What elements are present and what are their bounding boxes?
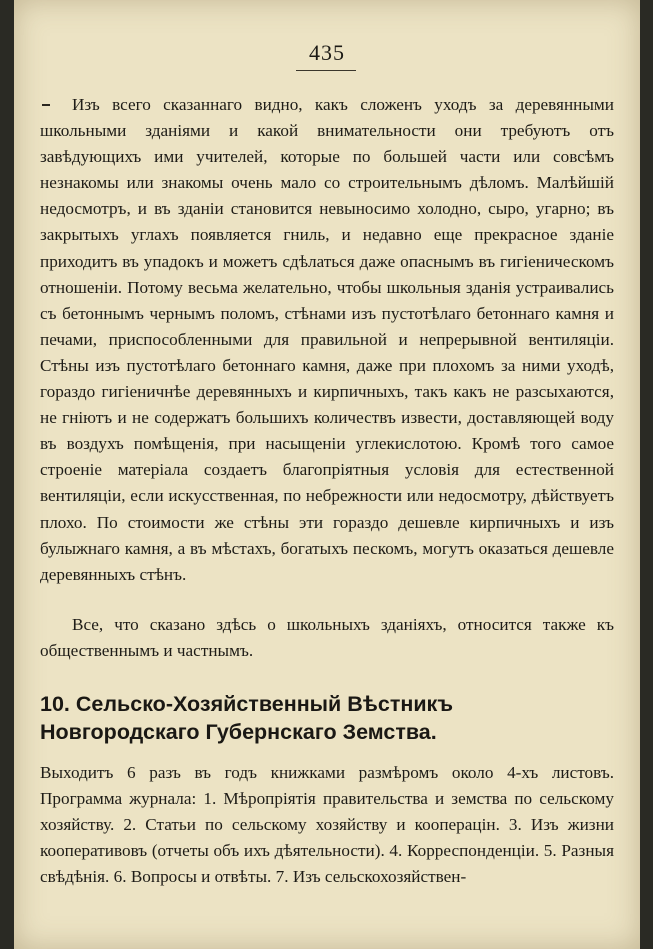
section-title: Сельско-Хозяйственный Вѣстникъ Новгородскаго Губернскаго Земства. <box>40 692 453 744</box>
body-paragraph-1: Изъ всего сказаннаго видно, какъ сложенъ уходъ за деревянными школьными зданіями и какой внимательности они требуютъ отъ завѣдующихъ ими учителей, которые по большей части или совсѣмъ незнакомы или знакомы очень мало со строительнымъ дѣломъ. Малѣйшій недосмотръ, и въ зданіи становится невыносимо холодно, сыро, угарно; въ закрытыхъ углахъ появляется гниль, и недавно еще прекрасное зданіе приходитъ въ упадокъ и можетъ сдѣлаться даже опаснымъ въ гигіеническомъ отношеніи. Потому весьма желательно, чтобы школьныя зданія устраивались съ бетоннымъ чернымъ поломъ, стѣнами изъ пустотѣлаго бетоннаго камня и печами, приспособленными для правильной и непрерывной вентиляціи. Стѣны изъ пустотѣлаго бетоннаго камня, даже при плохомъ за ними уходѣ, гораздо гигіеничнѣе деревянныхъ и кирпичныхъ, такъ какъ не разсыхаются, не гніютъ и не содержатъ большихъ количествъ извести, доставляющей воду въ воздухъ помѣщенія, при насыщеніи углекислотою. Кромѣ того самое строеніе матеріала создаетъ благопріятныя условія для естественной вентиляціи, если искусственная, по небрежности или недосмотру, дѣйствуетъ плохо. По стоимости же стѣны эти гораздо дешевле кирпичныхъ и изъ булыжнаго камня, а въ мѣстахъ, богатыхъ пескомъ, могутъ оказаться дешевле деревянныхъ стѣнъ. <box>40 95 614 584</box>
book-page <box>14 0 640 949</box>
body-paragraph-3: Выходитъ 6 разъ въ годъ книжками размѣромъ около 4-хъ листовъ. Программа журнала: 1. Мѣропріятія правительства и земства по сельскому хозяйству. 2. Статьи по сельскому хозяйству и кооперацін. 3. Изъ жизни кооперативовъ (отчеты объ ихъ дѣятельности). 4. Корреспонденціи. 5. Разныя свѣдѣнія. 6. Вопросы и отвѣты. 7. Изъ сельскохозяйствен- <box>40 763 614 887</box>
page-number-underline <box>296 70 356 71</box>
section-heading <box>40 690 614 746</box>
section-number: 10. <box>40 692 70 716</box>
body-paragraph-2: Все, что сказано здѣсь о школьныхъ зданіяхъ, относится также къ общественнымъ и частнымъ. <box>40 615 614 661</box>
page-number: 435 <box>309 40 345 65</box>
